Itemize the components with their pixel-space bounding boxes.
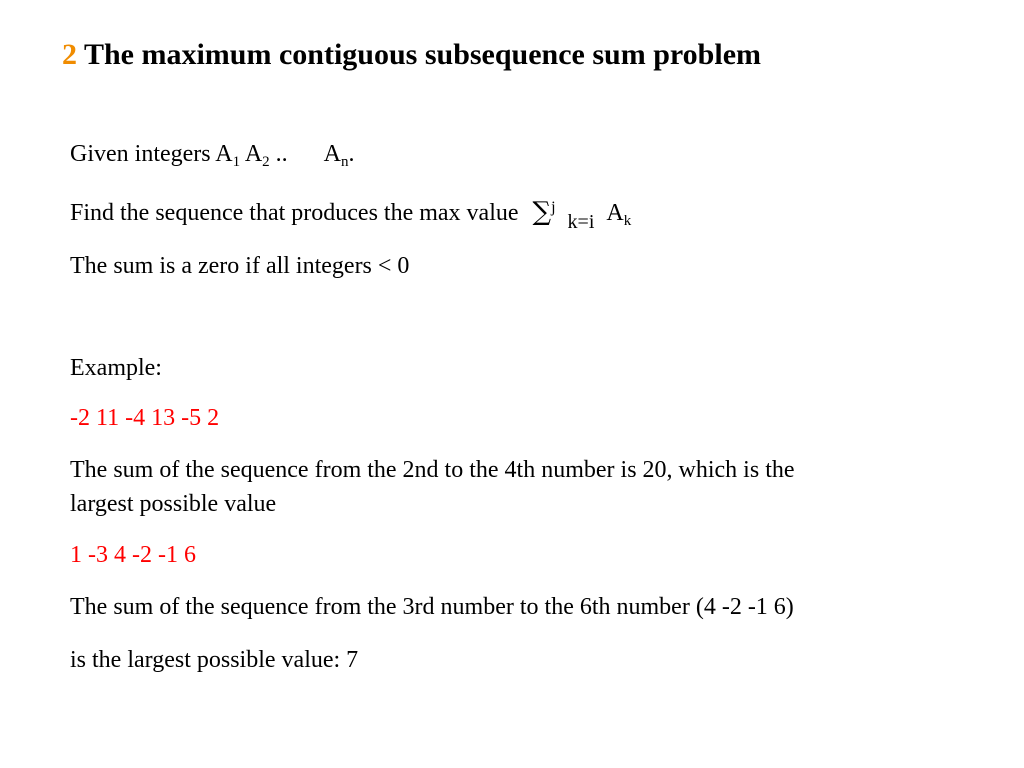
example2-sequence: 1 -3 4 -2 -1 6	[70, 542, 196, 568]
given-end: .	[348, 141, 355, 167]
find-text: Find the sequence that produces the max value	[70, 200, 519, 226]
given-sub-1: 1	[232, 154, 241, 170]
given-mid: A	[240, 141, 263, 167]
title-text: The maximum contiguous subsequence sum problem	[83, 38, 762, 71]
slide-title	[62, 38, 761, 72]
given-an: A	[323, 141, 341, 167]
sum-term: A	[606, 200, 624, 226]
example-label: Example:	[70, 355, 162, 381]
sum-lower-bound: k=i	[567, 211, 595, 233]
title-number: 2	[62, 38, 77, 71]
example1-explanation-1: The sum of the sequence from the 2nd to the 4th number is 20, which is the	[70, 457, 795, 483]
sigma-symbol: ∑	[532, 197, 552, 227]
zero-rule: The sum is a zero if all integers < 0	[70, 253, 410, 279]
find-line	[70, 196, 632, 233]
sum-upper-bound: j	[551, 199, 556, 216]
given-sub-n: n	[341, 154, 349, 170]
example2-explanation-2: is the largest possible value: 7	[70, 647, 359, 673]
example1-sequence: -2 11 -4 13 -5 2	[70, 405, 220, 431]
example2-explanation-1: The sum of the sequence from the 3rd number to the 6th number (4 -2 -1 6)	[70, 594, 794, 620]
given-dots: ..	[269, 141, 288, 167]
given-prefix: Given integers A	[70, 141, 233, 167]
given-line	[70, 138, 355, 170]
given-sub-2: 2	[262, 154, 270, 170]
sum-term-sub: k	[623, 213, 632, 229]
example1-explanation-2: largest possible value	[70, 491, 277, 517]
